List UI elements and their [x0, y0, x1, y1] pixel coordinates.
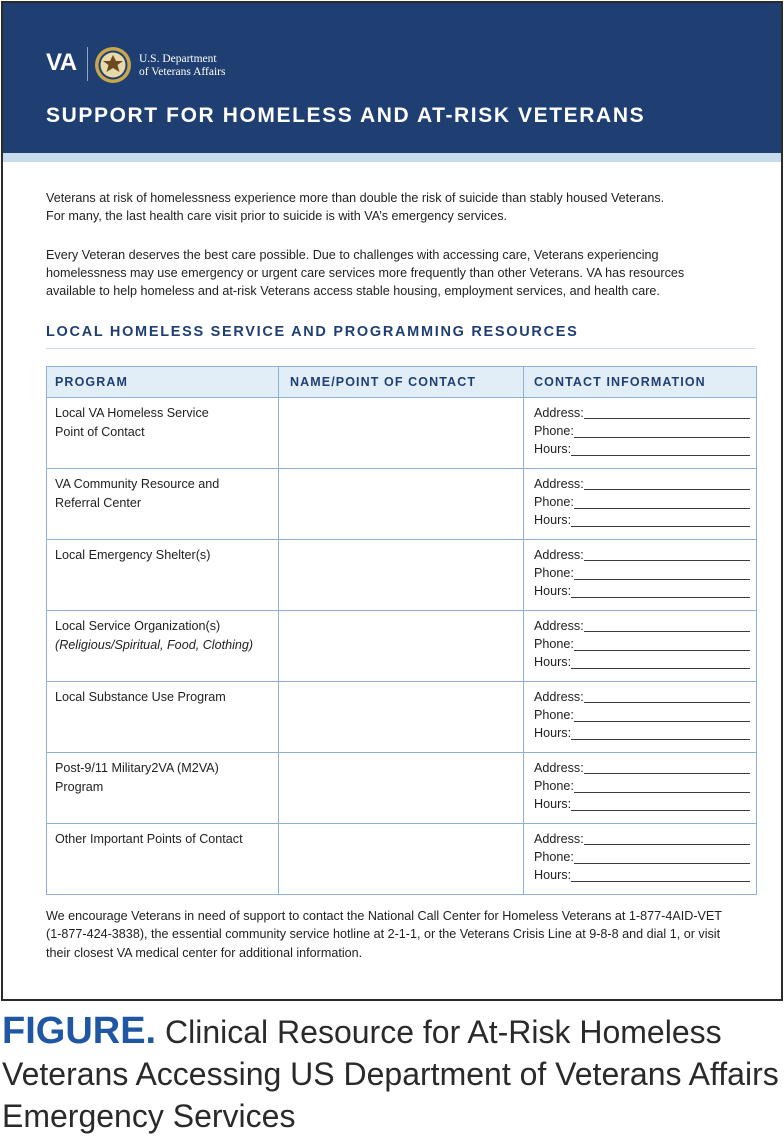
address-line: [534, 617, 750, 635]
hours-blank-field[interactable]: [571, 597, 750, 598]
table-row: [47, 469, 757, 540]
section-title: LOCAL HOMELESS SERVICE AND PROGRAMMING RESOURCES: [46, 324, 579, 340]
column-header-contact-name: NAME/POINT OF CONTACT: [279, 367, 524, 398]
phone-blank-field[interactable]: [574, 508, 750, 509]
address-blank-field[interactable]: [584, 702, 750, 703]
hours-label: Hours:: [534, 442, 572, 457]
footer-note: We encourage Veterans in need of support to contact the National Call Center for Homeless Veterans at 1-877-4AID-VET (1-877-424-3838), the essential community service hotline at 2-1-1, or the Veterans Crisis Line at 9-8-8 and dial 1, or visit their closest VA medical center for additional information.: [46, 909, 723, 960]
hours-blank-field[interactable]: [571, 668, 750, 669]
program-name-continued: Program: [55, 779, 104, 794]
program-cell: [47, 540, 279, 611]
address-blank-field[interactable]: [584, 844, 750, 845]
resources-table: [46, 366, 757, 895]
hours-label: Hours:: [534, 726, 572, 741]
header-banner: [3, 3, 781, 153]
hours-label: Hours:: [534, 513, 572, 528]
phone-line: [534, 564, 750, 582]
contact-info-cell: [524, 682, 757, 753]
address-blank-field[interactable]: [584, 489, 750, 490]
hours-blank-field[interactable]: [571, 739, 750, 740]
document-title: SUPPORT FOR HOMELESS AND AT-RISK VETERANS: [46, 104, 646, 127]
address-blank-field[interactable]: [584, 560, 750, 561]
phone-blank-field[interactable]: [574, 792, 750, 793]
contact-info-cell: [524, 611, 757, 682]
contact-name-cell[interactable]: [279, 824, 524, 895]
va-logo-text: VA: [46, 49, 77, 76]
table-row: [47, 753, 757, 824]
intro-paragraph-1: Veterans at risk of homelessness experience more than double the risk of suicide than stably housed Veterans. For many, the last health care visit prior to suicide is with VA’s emergency services.: [46, 191, 665, 224]
program-name-continued: (Religious/Spiritual, Food, Clothing): [55, 637, 254, 652]
header-stripe: [3, 153, 781, 162]
phone-label: Phone:: [534, 637, 574, 652]
contact-name-cell[interactable]: [279, 753, 524, 824]
address-line: [534, 688, 750, 706]
hours-blank-field[interactable]: [571, 526, 750, 527]
table-row: [47, 398, 757, 469]
intro-paragraph-2: Every Veteran deserves the best care possible. Due to challenges with accessing care, Veterans experiencing homelessness may use emergency or urgent care services more frequently than other Veterans. VA has resources available to help homeless and at-risk Veterans access stable housing, employment services, and health care.: [46, 248, 685, 299]
table-row: [47, 682, 757, 753]
contact-name-cell[interactable]: [279, 540, 524, 611]
address-label: Address:: [534, 405, 584, 420]
hours-line: [534, 583, 750, 601]
program-name: VA Community Resource and: [55, 477, 220, 491]
address-label: Address:: [534, 618, 584, 633]
hours-label: Hours:: [534, 584, 572, 599]
logo-divider: [87, 47, 88, 81]
address-line: [534, 404, 750, 422]
program-cell: [47, 824, 279, 895]
hours-line: [534, 867, 750, 885]
program-cell: [47, 398, 279, 469]
phone-blank-field[interactable]: [574, 863, 750, 864]
table-row: [47, 611, 757, 682]
hours-blank-field[interactable]: [571, 810, 750, 811]
phone-line: [534, 706, 750, 724]
program-name-continued: Point of Contact: [55, 424, 145, 439]
phone-line: [534, 493, 750, 511]
hours-line: [534, 512, 750, 530]
contact-info-cell: [524, 398, 757, 469]
hours-label: Hours:: [534, 797, 572, 812]
program-name: Local Service Organization(s): [55, 619, 221, 633]
hours-label: Hours:: [534, 655, 572, 670]
contact-name-cell[interactable]: [279, 611, 524, 682]
phone-line: [534, 848, 750, 866]
phone-label: Phone:: [534, 495, 574, 510]
program-cell: [47, 753, 279, 824]
hours-label: Hours:: [534, 868, 572, 883]
hours-line: [534, 796, 750, 814]
hours-blank-field[interactable]: [571, 881, 750, 882]
program-name: Local Emergency Shelter(s): [55, 548, 211, 562]
contact-info-cell: [524, 824, 757, 895]
phone-label: Phone:: [534, 850, 574, 865]
program-name: Local Substance Use Program: [55, 690, 226, 704]
phone-blank-field[interactable]: [574, 437, 750, 438]
phone-blank-field[interactable]: [574, 721, 750, 722]
program-name: Local VA Homeless Service: [55, 406, 209, 420]
program-name: Other Important Points of Contact: [55, 832, 243, 846]
column-header-program: PROGRAM: [47, 367, 279, 398]
contact-name-cell[interactable]: [279, 682, 524, 753]
resource-sheet: [1, 1, 783, 1001]
hours-blank-field[interactable]: [571, 455, 750, 456]
address-label: Address:: [534, 476, 584, 491]
program-name: Post-9/11 Military2VA (M2VA): [55, 761, 219, 775]
address-line: [534, 475, 750, 493]
figure-label: FIGURE.: [2, 1010, 157, 1052]
phone-blank-field[interactable]: [574, 579, 750, 580]
address-label: Address:: [534, 831, 584, 846]
contact-info-cell: [524, 540, 757, 611]
address-label: Address:: [534, 547, 584, 562]
table-row: [47, 824, 757, 895]
figure-caption-text: Clinical Resource for At-Risk Homeless Veterans Accessing US Department of Veterans Affairs Emergency Services: [2, 1014, 779, 1134]
hours-line: [534, 725, 750, 743]
address-blank-field[interactable]: [584, 418, 750, 419]
phone-label: Phone:: [534, 566, 574, 581]
table-header-row: [47, 367, 757, 398]
address-label: Address:: [534, 760, 584, 775]
address-blank-field[interactable]: [584, 773, 750, 774]
hours-line: [534, 654, 750, 672]
department-name: U.S. Department of Veterans Affairs: [139, 53, 226, 78]
phone-label: Phone:: [534, 779, 574, 794]
contact-info-cell: [524, 469, 757, 540]
section-divider: [46, 348, 755, 349]
phone-blank-field[interactable]: [574, 650, 750, 651]
phone-label: Phone:: [534, 424, 574, 439]
contact-info-cell: [524, 753, 757, 824]
table-row: [47, 540, 757, 611]
address-label: Address:: [534, 689, 584, 704]
address-line: [534, 830, 750, 848]
address-blank-field[interactable]: [584, 631, 750, 632]
va-seal-icon: [94, 46, 132, 84]
figure-caption: [2, 1010, 782, 1137]
hours-line: [534, 441, 750, 459]
phone-line: [534, 422, 750, 440]
phone-label: Phone:: [534, 708, 574, 723]
contact-name-cell[interactable]: [279, 398, 524, 469]
program-name-continued: Referral Center: [55, 495, 142, 510]
program-cell: [47, 469, 279, 540]
program-cell: [47, 611, 279, 682]
contact-name-cell[interactable]: [279, 469, 524, 540]
program-cell: [47, 682, 279, 753]
address-line: [534, 759, 750, 777]
phone-line: [534, 777, 750, 795]
address-line: [534, 546, 750, 564]
column-header-contact-info: CONTACT INFORMATION: [524, 367, 757, 398]
phone-line: [534, 635, 750, 653]
